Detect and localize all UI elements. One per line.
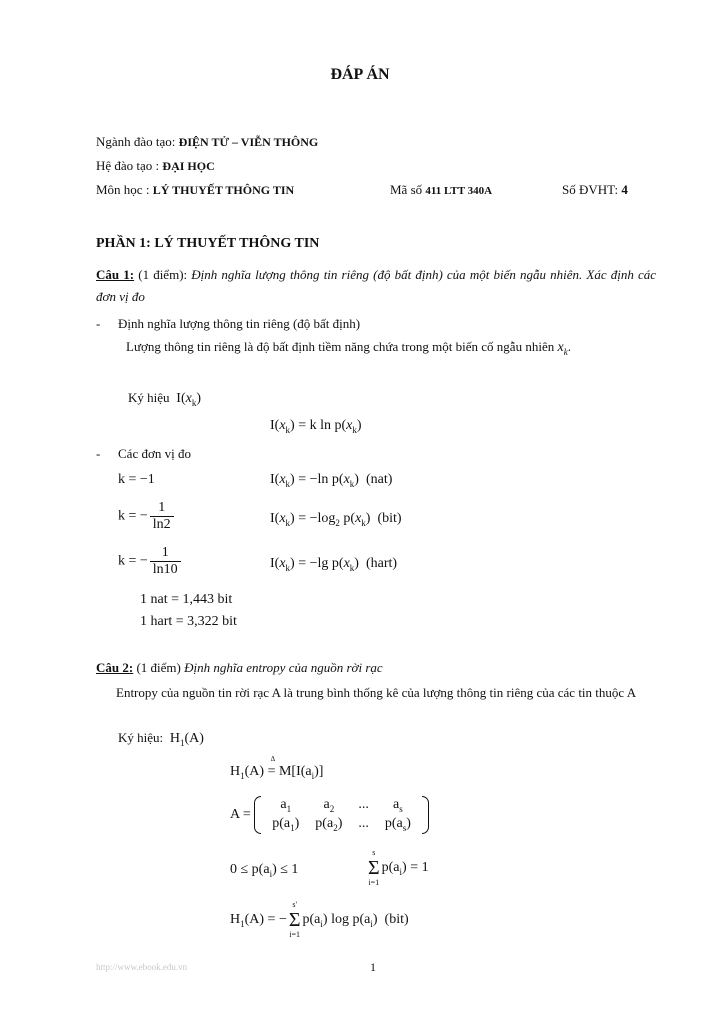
formula-source-matrix: A = $a_1$ $a_2$ ... $a_s$ $p(a_1)$ $p(a_2)$ ... $p(a_s)$ xyxy=(230,796,429,834)
q1-points: (1 điểm): xyxy=(138,267,188,282)
he-value: ĐẠI HỌC xyxy=(162,159,215,173)
ky-hieu2-line xyxy=(118,730,204,748)
mon-label: Môn học : xyxy=(96,182,150,197)
mon-value: LÝ THUYẾT THÔNG TIN xyxy=(152,183,295,197)
ma-value: 411 LTT 340A xyxy=(425,185,493,197)
unit-nat: (nat) xyxy=(365,472,393,487)
source-matrix: $a_1$ $a_2$ ... $a_s$ $p(a_1)$ $p(a_2)$ ... $p(a_s)$ xyxy=(254,796,429,834)
bullet-dash: - xyxy=(96,316,101,331)
formula-prob-sum: s Σ i=1 $p(a_i) = 1$ xyxy=(368,848,429,887)
conversion-hart: 1 hart = 3,322 bit xyxy=(140,614,237,629)
question1 xyxy=(96,264,656,308)
formula-hart: $I(x_k) = -\lg$ $p(x_k)$ (hart) xyxy=(270,556,398,573)
he-label: Hệ đào tạo : xyxy=(96,158,160,173)
ky-hieu2-label: Ký hiệu: xyxy=(118,730,164,745)
formula-h1a: $H_1(A)$ xyxy=(166,731,204,748)
q1-text: Định nghĩa lượng thông tin riêng (độ bất định) của một biến ngẫu nhiên. Xác định các đơn vị đo xyxy=(96,267,657,304)
bullet-don-vi xyxy=(96,446,191,462)
meta-dvht xyxy=(562,182,628,198)
k-eq-minus1: k = −1 xyxy=(118,472,155,487)
xk-symbol: $x_k$ xyxy=(557,340,568,357)
page-title: ĐÁP ÁN xyxy=(330,66,390,83)
page-number: 1 xyxy=(370,960,376,974)
q1-label: Câu 1: xyxy=(96,267,135,282)
formula-bit: $I(x_k) = -\log_2$ $p(x_k)$ (bit) xyxy=(270,511,402,528)
footer-url: http://www.ebook.edu.vn xyxy=(96,962,188,972)
conversion-nat: 1 nat = 1,443 bit xyxy=(140,592,233,607)
unit-bit: (bit) xyxy=(377,511,402,526)
dvht-label: Số ĐVHT: xyxy=(562,182,619,197)
meta-mon xyxy=(96,182,294,198)
bullet-dash2: - xyxy=(96,446,101,461)
unit-hart: (hart) xyxy=(365,556,398,571)
nganh-value: ĐIỆN TỬ – VIỄN THÔNG xyxy=(178,135,319,149)
para1-text: Lượng thông tin riêng là độ bất định tiềm năng chứa trong một biến cố ngẫu nhiên xyxy=(126,339,555,354)
ma-label: Mã số xyxy=(390,182,423,197)
bullet2-text: Các đơn vị đo xyxy=(118,446,191,461)
formula-entropy: $H_1(A)$ = − s' Σ i=1 $p(a_i)$ $\log p(a_i)$ (bit) xyxy=(230,900,409,939)
unit-bit-2: (bit) xyxy=(384,912,409,928)
formula-entropy-def: $H_1(A)$ = Δ $M[I(a_i)]$ xyxy=(230,755,324,781)
q2-text: Định nghĩa entropy của nguồn rời rạc xyxy=(184,660,383,675)
meta-he xyxy=(96,158,215,174)
question2 xyxy=(96,660,383,676)
bullet1-text: Định nghĩa lượng thông tin riêng (độ bất định) xyxy=(118,316,361,331)
formula-nat: $I(x_k) = -\ln$ $p(x_k)$ (nat) xyxy=(270,472,393,489)
ky-hieu1-label: Ký hiệu xyxy=(128,390,170,405)
meta-nganh xyxy=(96,134,318,150)
paragraph-luong-tin: Lượng thông tin riêng là độ bất định tiềm năng chứa trong một biến cố ngẫu nhiên $x_k$. xyxy=(126,339,571,357)
section1-heading: PHẦN 1: LÝ THUYẾT THÔNG TIN xyxy=(96,236,320,251)
ky-hieu-line xyxy=(128,390,201,408)
k-eq-ln10: k = − $\frac{1}{\ln 10}$ xyxy=(118,545,183,578)
formula-ixk: $I(x_k)$ xyxy=(172,391,201,408)
nganh-label: Ngành đào tạo: xyxy=(96,134,176,149)
formula-prob-bound: $0 \le p(a_i) \le 1$ xyxy=(230,862,299,879)
q2-points: (1 điểm) xyxy=(136,660,181,675)
dvht-value: 4 xyxy=(621,182,628,197)
formula-definition: $I(x_k) = k$ $\ln p(x_k)$ xyxy=(270,418,362,435)
bullet-dinh-nghia xyxy=(96,316,360,332)
q2-label: Câu 2: xyxy=(96,660,134,675)
paragraph-entropy: Entropy của nguồn tin rời rạc A là trung bình thống kê của lượng thông tin riêng của các tin thuộc A xyxy=(116,685,637,700)
k-eq-ln2: k = − $\frac{1}{\ln 2}$ xyxy=(118,500,176,533)
meta-ma xyxy=(390,182,492,198)
